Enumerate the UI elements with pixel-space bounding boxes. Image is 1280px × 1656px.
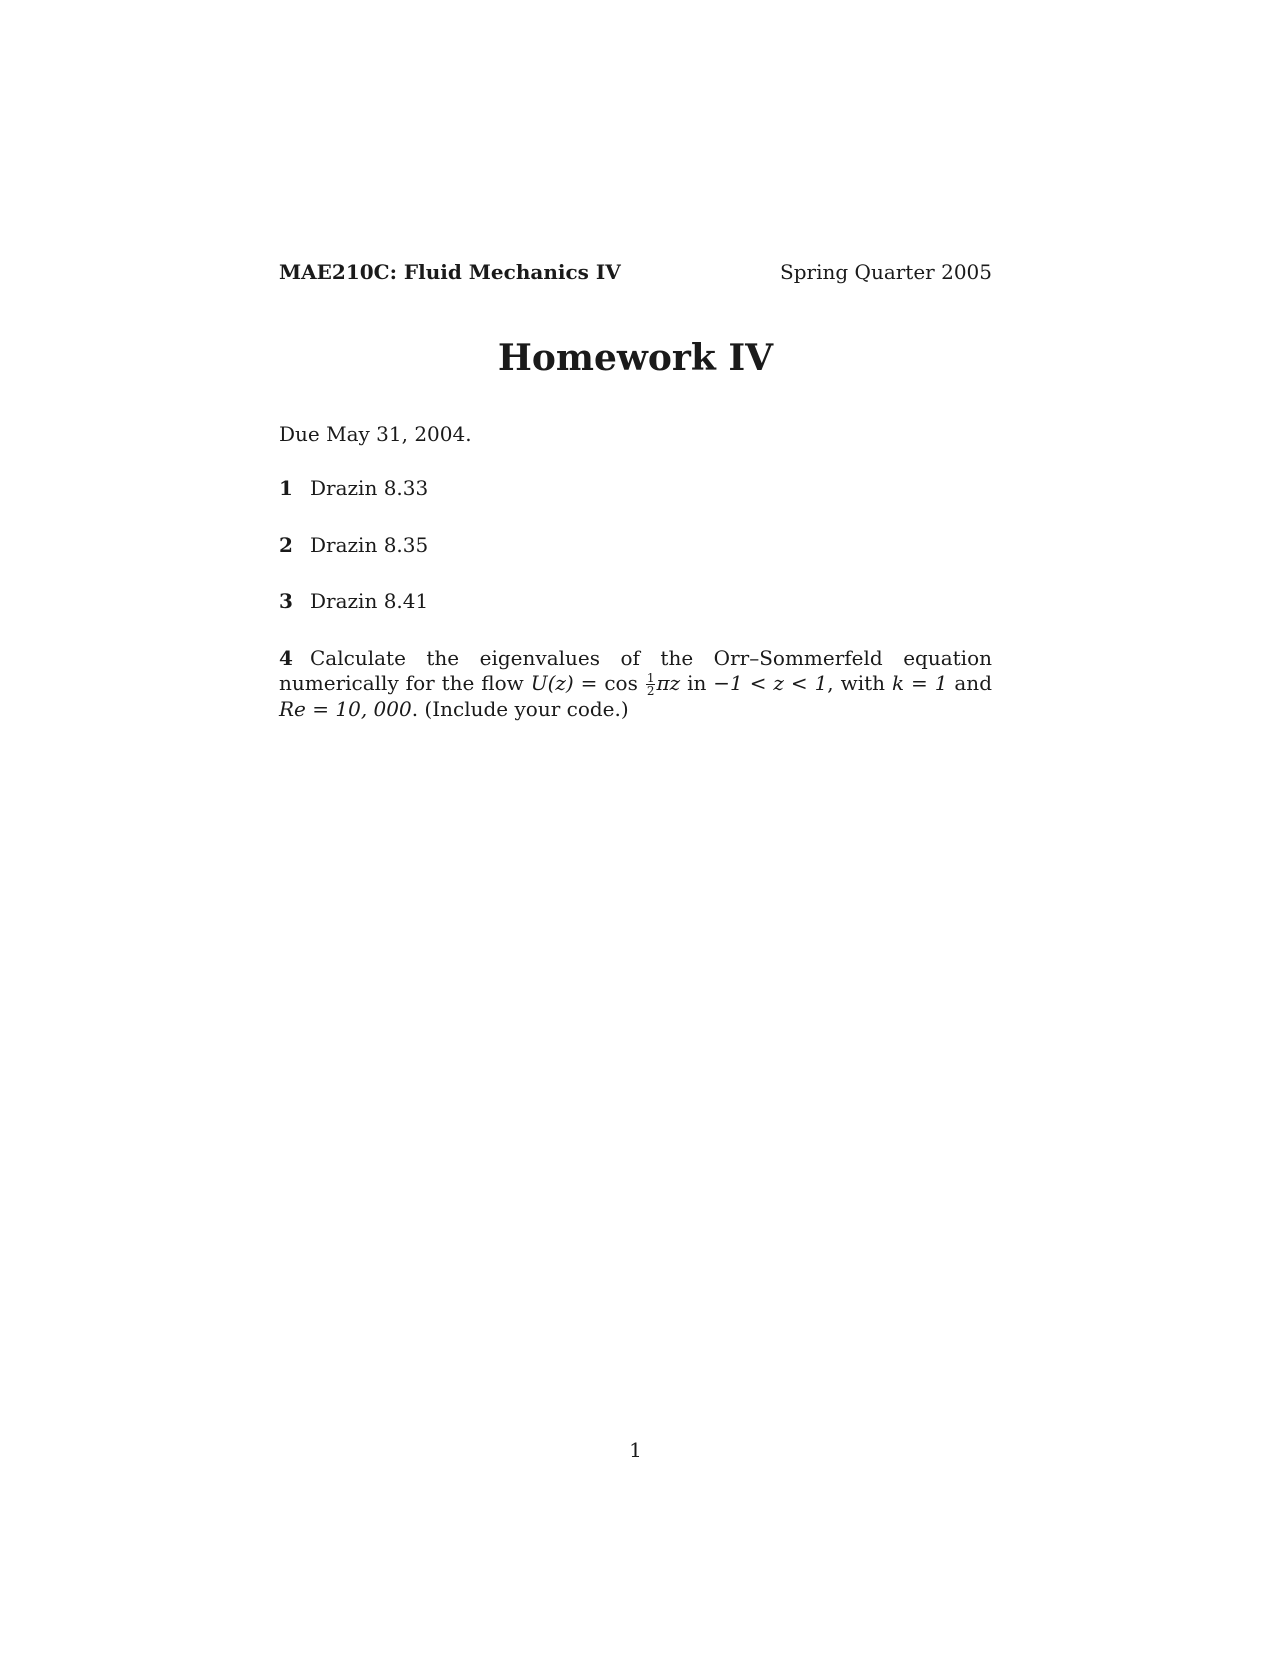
problem-3: [279, 589, 992, 614]
problem-number: 3: [279, 589, 293, 613]
flow-rhs: πz: [656, 671, 681, 695]
header: [279, 258, 992, 286]
with-text: , with: [827, 671, 892, 695]
half-fraction: [646, 672, 656, 697]
problem-2: [279, 533, 992, 558]
problem-text-intro: Calculate the eigenvalues of the Orr–Sommerfeld equation numerically for the flow: [279, 646, 992, 695]
problem-number: 1: [279, 476, 293, 500]
domain-expression: −1 < z < 1: [713, 671, 828, 695]
reynolds-expression: Re = 10, 000: [279, 697, 412, 721]
course-title: MAE210C: Fluid Mechanics IV: [279, 260, 621, 284]
problem-text: Drazin 8.33: [310, 476, 429, 500]
problem-tail: . (Include your code.): [411, 697, 629, 721]
problem-number: 2: [279, 533, 293, 557]
flow-lhs: U(z): [530, 671, 574, 695]
due-date: Due May 31, 2004.: [279, 422, 472, 446]
page-title: Homework IV: [497, 337, 774, 379]
term-label: Spring Quarter 2005: [780, 260, 992, 284]
problem-4: [279, 646, 992, 722]
flow-equals: = cos: [573, 671, 645, 695]
problem-1: [279, 476, 992, 501]
fraction-numerator: 1: [646, 671, 655, 685]
problem-text: Drazin 8.41: [310, 589, 429, 613]
and-text: and: [947, 671, 992, 695]
problem-text: Drazin 8.35: [310, 533, 429, 557]
problem-number: 4: [279, 646, 293, 670]
page-number: 1: [629, 1438, 642, 1462]
fraction-denominator: 2: [646, 684, 655, 698]
wavenumber-expression: k = 1: [891, 671, 948, 695]
in-text: in: [680, 671, 714, 695]
